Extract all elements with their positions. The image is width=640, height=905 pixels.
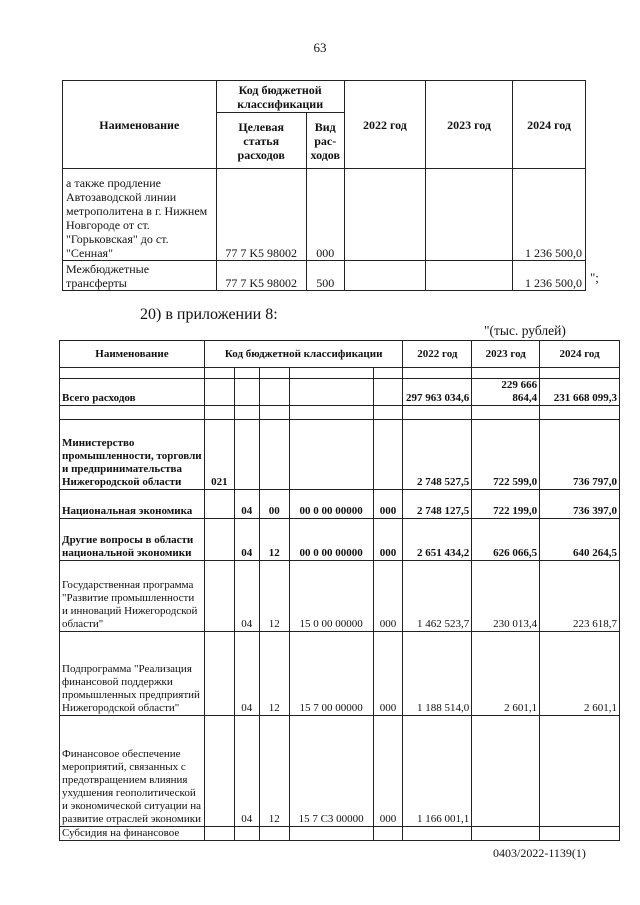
spacer-row <box>60 368 620 379</box>
cell-cs <box>289 827 373 841</box>
cell-name: Государственная программа "Развитие промышленности и инноваций Нижегородской области" <box>60 561 205 632</box>
cell-cs <box>289 420 373 490</box>
cell-ved: 021 <box>204 420 234 490</box>
cell-ved <box>204 827 234 841</box>
cell-2023 <box>426 261 513 291</box>
page-number: 63 <box>313 40 327 55</box>
cell-type: 500 <box>306 261 344 291</box>
cell-pr: 12 <box>259 632 289 716</box>
cell-2023: 2 601,1 <box>472 632 540 716</box>
total-label: Всего расходов <box>60 379 205 406</box>
cell-2022: 1 166 001,1 <box>403 716 472 827</box>
cell-2024: 2 601,1 <box>540 632 620 716</box>
cell-2024: 736 397,0 <box>540 490 620 519</box>
header-type: Вид рас-ходов <box>306 113 344 169</box>
cell-target: 77 7 K5 98002 <box>216 261 306 291</box>
cell-2023: 230 013,4 <box>472 561 540 632</box>
cell-2022: 1 462 523,7 <box>403 561 472 632</box>
header-2024: 2024 год <box>513 81 586 169</box>
cell-pr: 00 <box>259 490 289 519</box>
cell-2024: 640 264,5 <box>540 519 620 561</box>
cell-cs: 15 0 00 00000 <box>289 561 373 632</box>
header-name: Наименование <box>60 341 205 368</box>
cell-rz: 04 <box>234 561 259 632</box>
cell-2022: 2 748 127,5 <box>403 490 472 519</box>
cell-cs: 00 0 00 00000 <box>289 519 373 561</box>
cell-cs: 15 7 00 00000 <box>289 632 373 716</box>
cell-pr: 12 <box>259 716 289 827</box>
cell-2024: 1 236 500,0 <box>513 169 586 261</box>
cell-target: 77 7 K5 98002 <box>216 169 306 261</box>
cell-2023 <box>472 827 540 841</box>
cell-name: Межбюджетные трансферты <box>63 261 217 291</box>
header-2023: 2023 год <box>426 81 513 169</box>
table-row <box>60 716 620 827</box>
cell-ved <box>204 632 234 716</box>
table-row <box>63 261 586 291</box>
cell-pr <box>259 420 289 490</box>
header-2023: 2023 год <box>472 341 540 368</box>
cell-cs: 00 0 00 00000 <box>289 490 373 519</box>
cell-name: Субсидия на финансовое <box>60 827 205 841</box>
cell-cs: 15 7 C3 00000 <box>289 716 373 827</box>
cell-vr: 000 <box>373 490 403 519</box>
budget-table-top <box>62 80 586 291</box>
cell-2023 <box>426 169 513 261</box>
table-row <box>60 632 620 716</box>
cell-2024 <box>540 716 620 827</box>
unit-note: "(тыс. рублей) <box>484 323 566 338</box>
cell-2023: 626 066,5 <box>472 519 540 561</box>
table-row <box>60 490 620 519</box>
total-2022: 297 963 034,6 <box>403 379 472 406</box>
cell-2022 <box>344 169 425 261</box>
cell-rz <box>234 827 259 841</box>
table-row <box>60 519 620 561</box>
cell-name: Подпрограмма "Реализация финансовой поддержки промышленных предприятий Нижегородской области" <box>60 632 205 716</box>
cell-rz: 04 <box>234 519 259 561</box>
cell-2022 <box>403 827 472 841</box>
cell-2024: 223 618,7 <box>540 561 620 632</box>
cell-2024 <box>540 827 620 841</box>
cell-rz: 04 <box>234 632 259 716</box>
cell-rz <box>234 420 259 490</box>
cell-vr <box>373 827 403 841</box>
header-2022: 2022 год <box>344 81 425 169</box>
cell-name: а также продление Автозаводской линии метрополитена в г. Нижнем Новгороде от ст. "Горьковская" до ст. "Сенная" <box>63 169 217 261</box>
cell-2022: 2 748 527,5 <box>403 420 472 490</box>
cell-vr <box>373 420 403 490</box>
cell-name: Другие вопросы в области национальной экономики <box>60 519 205 561</box>
cell-ved <box>204 519 234 561</box>
total-row <box>60 379 620 406</box>
cell-pr <box>259 827 289 841</box>
header-code: Код бюджетной классификации <box>204 341 403 368</box>
cell-2022: 1 188 514,0 <box>403 632 472 716</box>
spacer-row <box>60 406 620 420</box>
cell-vr: 000 <box>373 561 403 632</box>
cell-name: Министерство промышленности, торговли и предпринимательства Нижегородской области <box>60 420 205 490</box>
document-code: 0403/2022-1139(1) <box>493 846 586 860</box>
cell-2023 <box>472 716 540 827</box>
cell-vr: 000 <box>373 519 403 561</box>
cell-2022 <box>344 261 425 291</box>
cell-ved <box>204 561 234 632</box>
cell-2023: 722 199,0 <box>472 490 540 519</box>
table-row <box>60 827 620 841</box>
cell-vr: 000 <box>373 632 403 716</box>
cell-pr: 12 <box>259 519 289 561</box>
header-target: Целевая статья расходов <box>216 113 306 169</box>
cell-pr: 12 <box>259 561 289 632</box>
cell-rz: 04 <box>234 716 259 827</box>
cell-vr: 000 <box>373 716 403 827</box>
total-2024: 231 668 099,3 <box>540 379 620 406</box>
header-2024: 2024 год <box>540 341 620 368</box>
table-row <box>60 561 620 632</box>
cell-rz: 04 <box>234 490 259 519</box>
cell-2022: 2 651 434,2 <box>403 519 472 561</box>
closing-quote: "; <box>590 270 599 285</box>
table-row <box>63 169 586 261</box>
total-2023: 229 666 864,4 <box>472 379 540 406</box>
section-title: 20) в приложении 8: <box>140 306 278 323</box>
header-code: Код бюджетной классификации <box>216 81 344 113</box>
cell-name: Финансовое обеспечение мероприятий, связанных с предотвращением влияния ухудшения геополитической и экономической ситуации на развитие отраслей экономики <box>60 716 205 827</box>
cell-2024: 736 797,0 <box>540 420 620 490</box>
cell-ved <box>204 716 234 827</box>
cell-type: 000 <box>306 169 344 261</box>
cell-name: Национальная экономика <box>60 490 205 519</box>
cell-2024: 1 236 500,0 <box>513 261 586 291</box>
cell-2023: 722 599,0 <box>472 420 540 490</box>
cell-ved <box>204 490 234 519</box>
header-name: Наименование <box>63 81 217 169</box>
table-row <box>60 420 620 490</box>
budget-table-main <box>59 340 620 841</box>
header-2022: 2022 год <box>403 341 472 368</box>
